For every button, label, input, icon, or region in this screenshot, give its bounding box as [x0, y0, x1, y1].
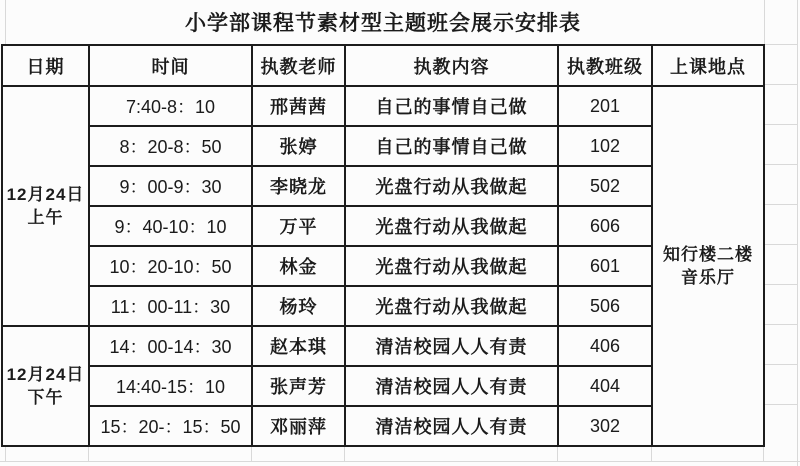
header-time: 时间 — [89, 45, 252, 86]
gridline — [765, 204, 797, 205]
cell-class: 506 — [558, 286, 652, 326]
gridline — [88, 446, 89, 461]
schedule-table — [1, 44, 765, 447]
cell-class: 406 — [558, 326, 652, 366]
page-title: 小学部课程节素材型主题班会展示安排表 — [185, 12, 581, 35]
cell-class: 201 — [558, 86, 652, 126]
cell-content: 光盘行动从我做起 — [345, 206, 558, 246]
cell-time: 8：20-8：50 — [89, 126, 252, 166]
cell-content: 清洁校园人人有责 — [345, 406, 558, 446]
cell-teacher: 赵本琪 — [252, 326, 345, 366]
header-row — [2, 45, 764, 86]
gridline — [557, 446, 558, 461]
cell-location — [652, 86, 764, 446]
cell-time: 9：00-9：30 — [89, 166, 252, 206]
gridline — [797, 0, 798, 466]
cell-content: 光盘行动从我做起 — [345, 166, 558, 206]
gridline — [765, 244, 797, 245]
cell-time: 14：00-14：30 — [89, 326, 252, 366]
cell-content: 光盘行动从我做起 — [345, 246, 558, 286]
location-line-2: 音乐厅 — [681, 268, 735, 287]
gridline — [765, 284, 797, 285]
gridline — [763, 446, 764, 461]
cell-class: 601 — [558, 246, 652, 286]
cell-teacher: 杨玲 — [252, 286, 345, 326]
gridline — [251, 446, 252, 461]
cell-class: 502 — [558, 166, 652, 206]
table-row — [2, 206, 764, 246]
cell-time: 9：40-10：10 — [89, 206, 252, 246]
cell-time: 15：20-：15：50 — [89, 406, 252, 446]
cell-teacher: 林金 — [252, 246, 345, 286]
table-row — [2, 246, 764, 286]
date-line-2: 上午 — [27, 208, 64, 227]
cell-teacher: 邢茜茜 — [252, 86, 345, 126]
gridline — [765, 164, 797, 165]
gridline — [765, 84, 797, 85]
header-location: 上课地点 — [652, 45, 764, 86]
cell-teacher: 张声芳 — [252, 366, 345, 406]
gridline — [765, 324, 797, 325]
gridline — [765, 44, 797, 45]
gridline — [765, 404, 797, 405]
cell-date-afternoon — [2, 326, 89, 446]
table-row — [2, 86, 764, 126]
cell-class: 606 — [558, 206, 652, 246]
header-teacher: 执教老师 — [252, 45, 345, 86]
cell-time: 7:40-8：10 — [89, 86, 252, 126]
cell-content: 清洁校园人人有责 — [345, 366, 558, 406]
header-class: 执教班级 — [558, 45, 652, 86]
gridline — [765, 364, 797, 365]
cell-class: 302 — [558, 406, 652, 446]
table-row — [2, 166, 764, 206]
cell-teacher: 万平 — [252, 206, 345, 246]
date-line-1: 12月24日 — [6, 365, 85, 384]
table-row — [2, 366, 764, 406]
gridline — [5, 446, 6, 461]
date-line-1: 12月24日 — [6, 185, 85, 204]
cell-teacher: 李晓龙 — [252, 166, 345, 206]
header-date: 日期 — [2, 45, 89, 86]
cell-time: 14:40-15：10 — [89, 366, 252, 406]
cell-time: 10：20-10：50 — [89, 246, 252, 286]
table-row — [2, 126, 764, 166]
cell-date-morning — [2, 86, 89, 326]
cell-time: 11：00-11：30 — [89, 286, 252, 326]
cell-class: 102 — [558, 126, 652, 166]
header-content: 执教内容 — [345, 45, 558, 86]
location-line-1: 知行楼二楼 — [663, 245, 753, 264]
cell-content: 自己的事情自己做 — [345, 86, 558, 126]
cell-content: 光盘行动从我做起 — [345, 286, 558, 326]
gridline — [764, 0, 765, 44]
gridline — [651, 446, 652, 461]
cell-teacher: 邓丽萍 — [252, 406, 345, 446]
cell-content: 自己的事情自己做 — [345, 126, 558, 166]
gridline — [344, 446, 345, 461]
date-line-2: 下午 — [27, 388, 64, 407]
table-row — [2, 326, 764, 366]
table-row — [2, 406, 764, 446]
cell-content: 清洁校园人人有责 — [345, 326, 558, 366]
table-row — [2, 286, 764, 326]
cell-teacher: 张婷 — [252, 126, 345, 166]
gridline — [0, 461, 800, 462]
cell-class: 404 — [558, 366, 652, 406]
gridline — [765, 124, 797, 125]
